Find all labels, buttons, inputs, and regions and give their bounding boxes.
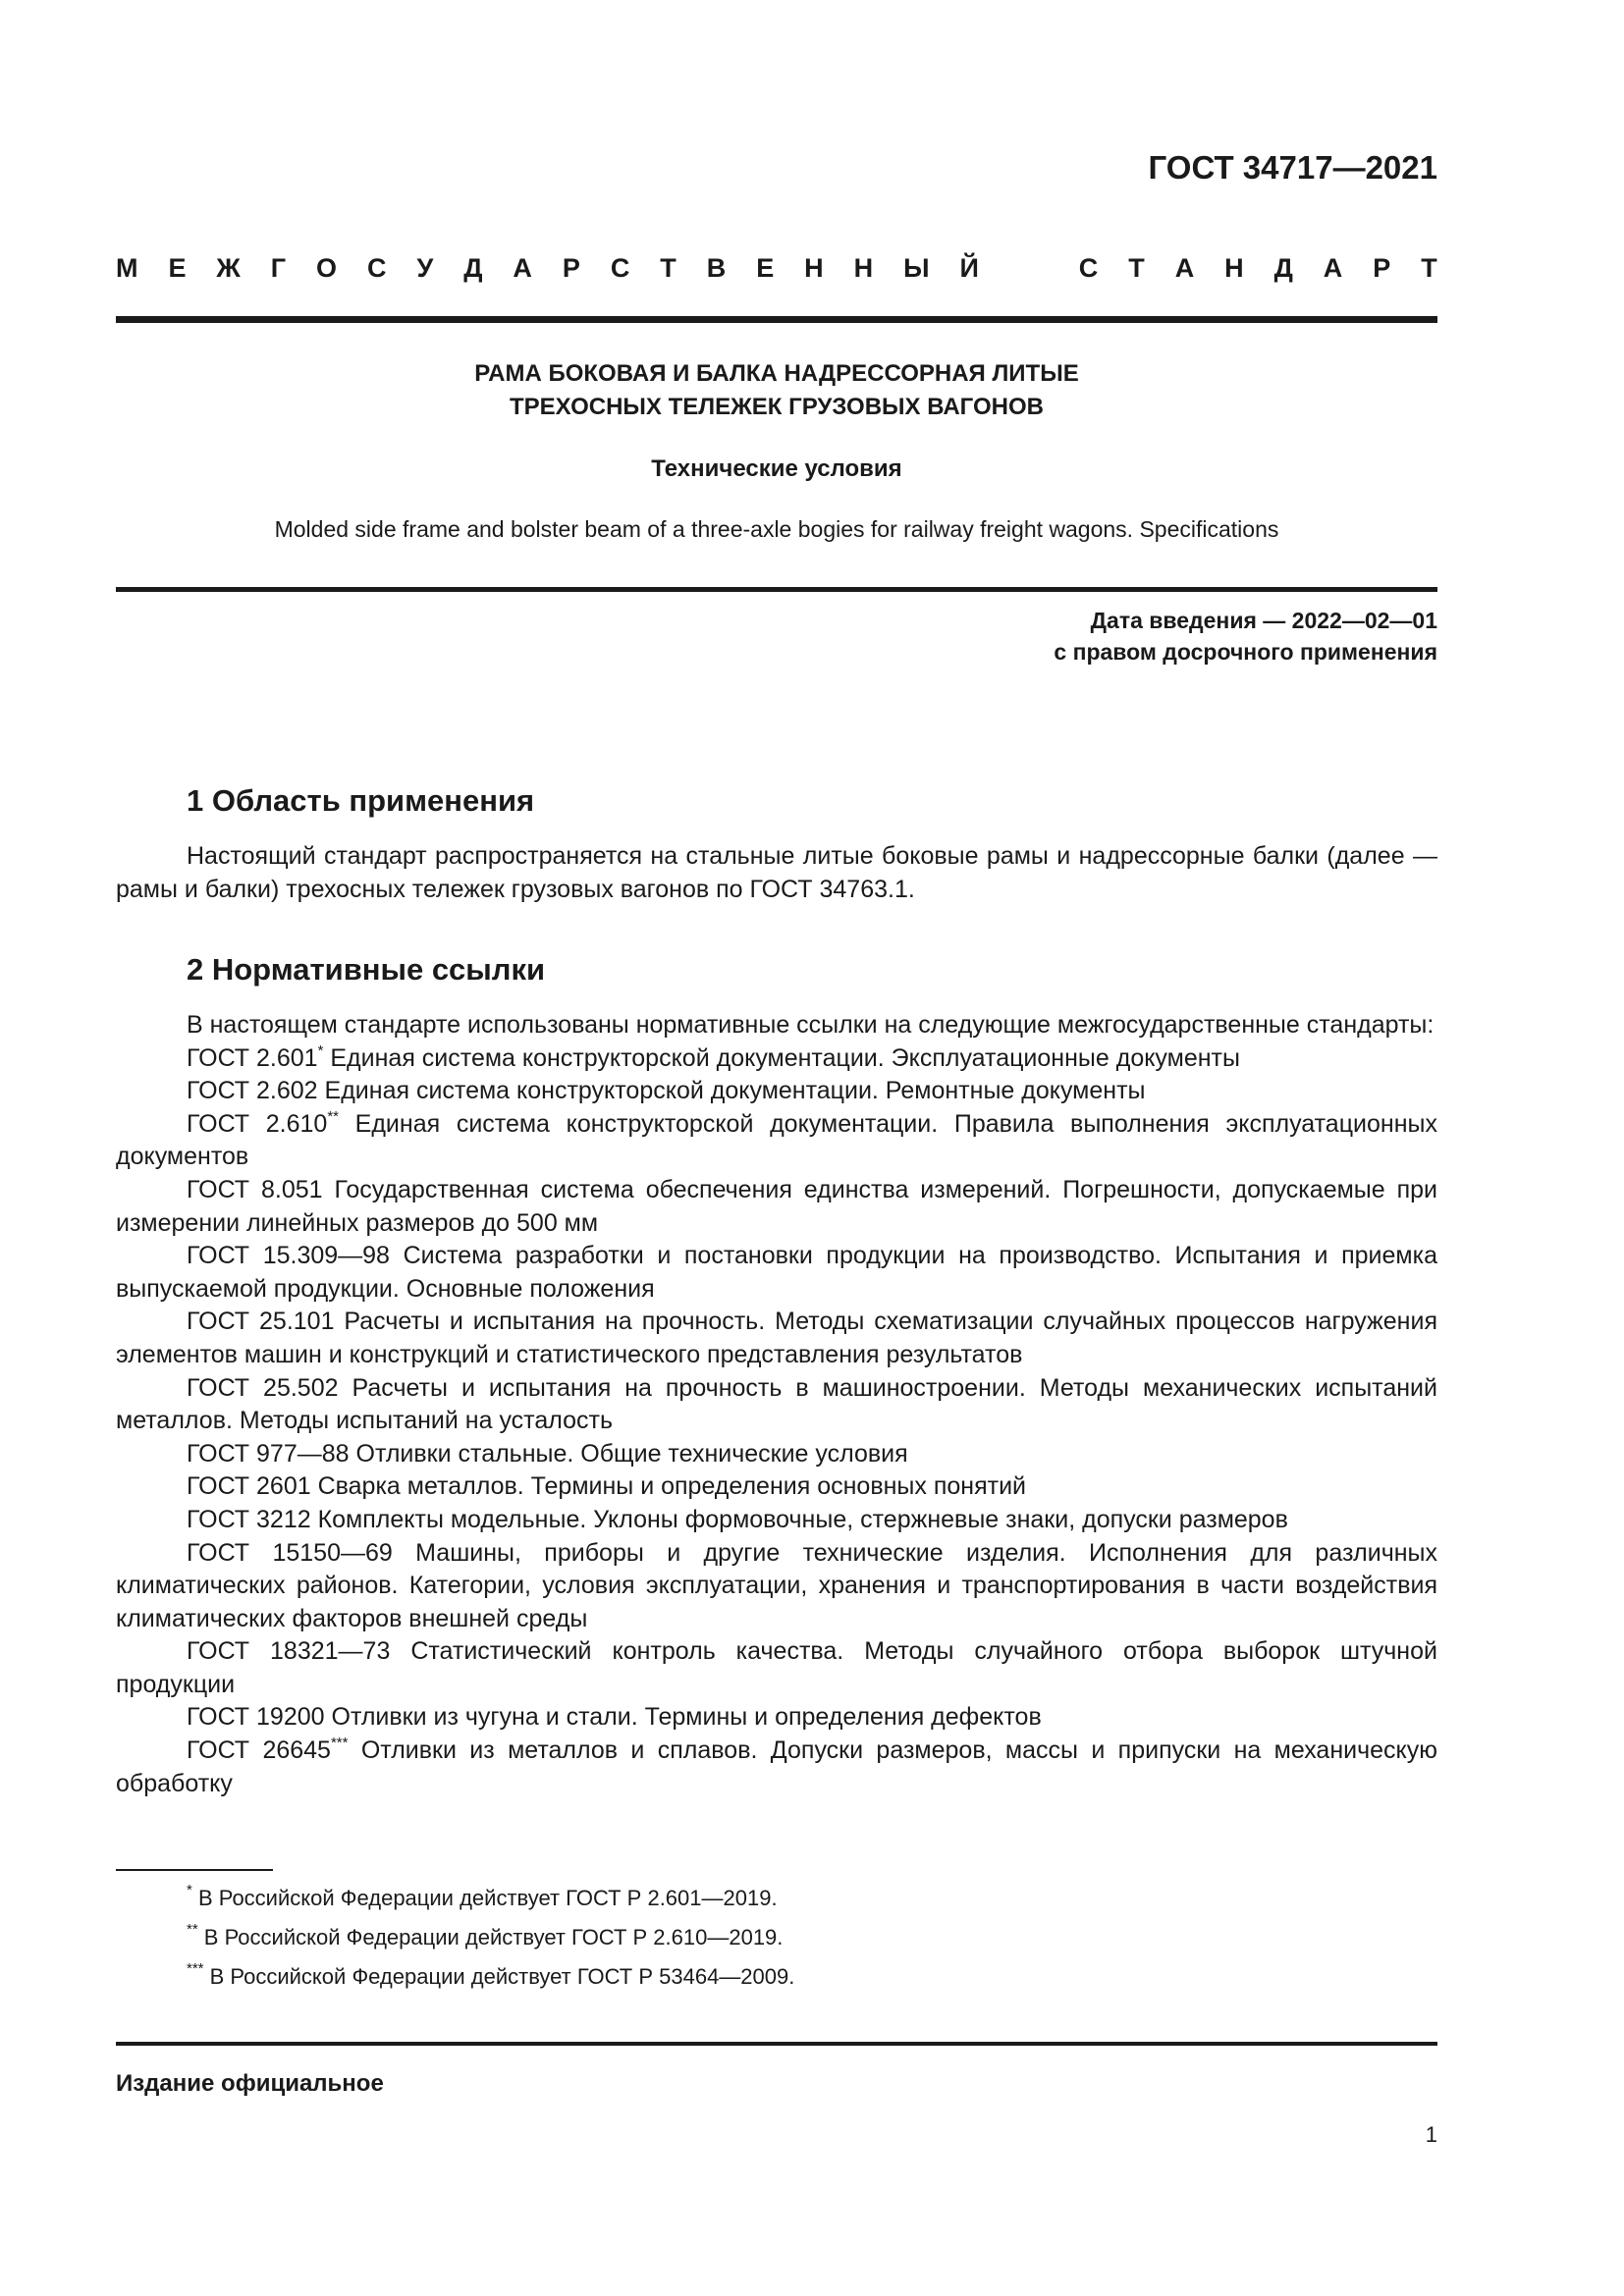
footnotes xyxy=(187,1879,794,1997)
footnote-mark: *** xyxy=(187,1960,204,1977)
interstate-letter: Р xyxy=(562,253,580,283)
interstate-letter: Р xyxy=(1373,253,1391,283)
reference-title: Единая система конструкторской документации. Правила выполнения эксплуатационных документов xyxy=(116,1109,1437,1171)
reference-code: ГОСТ 2.602 xyxy=(187,1077,318,1105)
footnote-text: В Российской Федерации действует ГОСТ Р 2.601—2019. xyxy=(191,1886,778,1910)
interstate-standard-heading xyxy=(116,253,1437,284)
interstate-letter: Й xyxy=(959,253,979,283)
section-2-heading: 2 Нормативные ссылки xyxy=(187,952,546,987)
interstate-letter: Н xyxy=(804,253,824,283)
reference-code: ГОСТ 2.610 xyxy=(187,1109,328,1138)
footnote-mark: ** xyxy=(187,1921,198,1938)
reference-code: ГОСТ 15150—69 xyxy=(187,1538,393,1567)
footnote-text: В Российской Федерации действует ГОСТ Р 53464—2009. xyxy=(203,1964,795,1989)
document-number: ГОСТ 34717—2021 xyxy=(1148,149,1437,186)
interstate-letter: В xyxy=(706,253,727,283)
footnote-mark: * xyxy=(187,1882,192,1898)
interstate-letter: О xyxy=(316,253,338,283)
footnote xyxy=(187,1957,794,1997)
normative-reference xyxy=(116,1108,1437,1174)
title-line-1: РАМА БОКОВАЯ И БАЛКА НАДРЕССОРНАЯ ЛИТЫЕ xyxy=(474,360,1079,387)
introduction-date-line-1: Дата введения — 2022—02—01 xyxy=(1090,608,1437,633)
reference-title: Единая система конструкторской документации. Эксплуатационные документы xyxy=(323,1043,1240,1072)
normative-reference xyxy=(116,1306,1437,1371)
reference-code: ГОСТ 8.051 xyxy=(187,1175,323,1203)
interstate-letter: С xyxy=(367,253,387,283)
footnote-text: В Российской Федерации действует ГОСТ Р 2.610—2019. xyxy=(197,1925,784,1949)
reference-code: ГОСТ 977—88 xyxy=(187,1439,350,1468)
interstate-letter: А xyxy=(513,253,532,283)
normative-reference xyxy=(116,1042,1437,1076)
section-2-body xyxy=(116,1009,1437,1800)
footnote-mark: * xyxy=(317,1041,324,1059)
reference-code: ГОСТ 25.101 xyxy=(187,1308,335,1336)
reference-title: Расчеты и испытания на прочность. Методы схематизации случайных процессов нагружения элементов машин и конструкций и статистического представления результатов xyxy=(116,1308,1437,1368)
english-title: Molded side frame and bolster beam of a three-axle bogies for railway freight wagons. Specifications xyxy=(274,516,1279,542)
reference-title: Статистический контроль качества. Методы случайного отбора выборок штучной продукции xyxy=(116,1637,1437,1698)
title-line-2: ТРЕХОСНЫХ ТЕЛЕЖЕК ГРУЗОВЫХ ВАГОНОВ xyxy=(510,394,1044,420)
normative-reference xyxy=(116,1735,1437,1800)
normative-reference xyxy=(116,1504,1437,1537)
footnote xyxy=(187,1879,794,1918)
document-title xyxy=(116,357,1437,424)
interstate-letter: Н xyxy=(1224,253,1244,283)
normative-reference xyxy=(116,1075,1437,1108)
interstate-letter: Е xyxy=(756,253,775,283)
reference-title: Комплекты модельные. Уклоны формовочные, стержневые знаки, допуски размеров xyxy=(310,1505,1288,1533)
normative-reference xyxy=(116,1470,1437,1504)
normative-reference xyxy=(116,1372,1437,1438)
reference-code: ГОСТ 18321—73 xyxy=(187,1637,391,1666)
footnote-mark: *** xyxy=(330,1735,349,1752)
reference-title: Отливки из металлов и сплавов. Допуски размеров, массы и припуски на механическую обработку xyxy=(116,1736,1438,1797)
word-gap xyxy=(1009,253,1049,284)
reference-code: ГОСТ 3212 xyxy=(187,1505,311,1533)
interstate-letter: А xyxy=(1323,253,1343,283)
interstate-letter: У xyxy=(416,253,434,283)
reference-title: Отливки из чугуна и стали. Термины и определения дефектов xyxy=(324,1703,1042,1732)
footnote-mark: ** xyxy=(327,1107,339,1125)
footnote xyxy=(187,1918,794,1957)
interstate-letter: С xyxy=(1078,253,1099,283)
introduction-date xyxy=(1054,605,1437,667)
interstate-letter: Е xyxy=(168,253,187,283)
normative-reference xyxy=(116,1537,1437,1636)
reference-title: Единая система конструкторской документации. Ремонтные документы xyxy=(317,1077,1146,1105)
reference-code: ГОСТ 15.309—98 xyxy=(187,1242,390,1270)
interstate-letter: Д xyxy=(1273,253,1293,283)
reference-title: Отливки стальные. Общие технические условия xyxy=(349,1439,908,1468)
interstate-letter: Ы xyxy=(903,253,930,283)
reference-title: Машины, приборы и другие технические изделия. Исполнения для различных климатических районов. Категории, условия эксплуатации, хранения и транспортирования в части воздействия климатических факторов внешней среды xyxy=(116,1538,1437,1632)
interstate-letter: Т xyxy=(660,253,677,283)
interstate-letter: А xyxy=(1174,253,1195,283)
reference-title: Расчеты и испытания на прочность в машиностроении. Методы механических испытаний металлов. Методы испытаний на усталость xyxy=(116,1373,1437,1435)
title-divider xyxy=(116,587,1437,592)
interstate-letter: Н xyxy=(853,253,874,283)
section-1-body xyxy=(116,840,1437,906)
normative-reference xyxy=(116,1174,1437,1240)
interstate-letter: Ж xyxy=(216,253,241,283)
interstate-letter: Г xyxy=(270,253,287,283)
footnote-divider xyxy=(116,1869,273,1871)
normative-reference xyxy=(116,1701,1437,1735)
section-2-intro: В настоящем стандарте использованы нормативные ссылки на следующие межгосударственные стандарты: xyxy=(187,1011,1435,1039)
section-1-heading: 1 Область применения xyxy=(187,783,535,818)
introduction-date-line-2: с правом досрочного применения xyxy=(1054,639,1437,665)
bottom-divider xyxy=(116,2042,1437,2046)
reference-code: ГОСТ 2601 xyxy=(187,1472,311,1501)
interstate-letter: Т xyxy=(1421,253,1437,283)
reference-code: ГОСТ 26645 xyxy=(187,1736,331,1765)
interstate-letter: Д xyxy=(463,253,483,283)
normative-reference xyxy=(116,1635,1437,1701)
top-divider xyxy=(116,316,1437,323)
page-number: 1 xyxy=(1425,2122,1437,2147)
section-1-paragraph: Настоящий стандарт распространяется на стальные литые боковые рамы и надрессорные балки (далее — рамы и балки) трехосных тележек грузовых вагонов по ГОСТ 34763.1. xyxy=(116,842,1437,903)
reference-code: ГОСТ 2.601 xyxy=(187,1043,318,1072)
document-subtitle: Технические условия xyxy=(651,455,902,482)
reference-title: Система разработки и постановки продукции на производство. Испытания и приемка выпускаемой продукции. Основные положения xyxy=(116,1242,1438,1303)
interstate-letter: Т xyxy=(1128,253,1145,283)
interstate-letter: С xyxy=(610,253,630,283)
official-edition-label: Издание официальное xyxy=(116,2070,384,2097)
interstate-letter: М xyxy=(116,253,138,283)
normative-reference xyxy=(116,1438,1437,1471)
reference-code: ГОСТ 19200 xyxy=(187,1703,325,1732)
reference-title: Государственная система обеспечения единства измерений. Погрешности, допускаемые при измерении линейных размеров до 500 мм xyxy=(116,1175,1437,1237)
reference-code: ГОСТ 25.502 xyxy=(187,1373,339,1402)
reference-title: Сварка металлов. Термины и определения основных понятий xyxy=(310,1472,1026,1501)
normative-reference xyxy=(116,1240,1437,1306)
